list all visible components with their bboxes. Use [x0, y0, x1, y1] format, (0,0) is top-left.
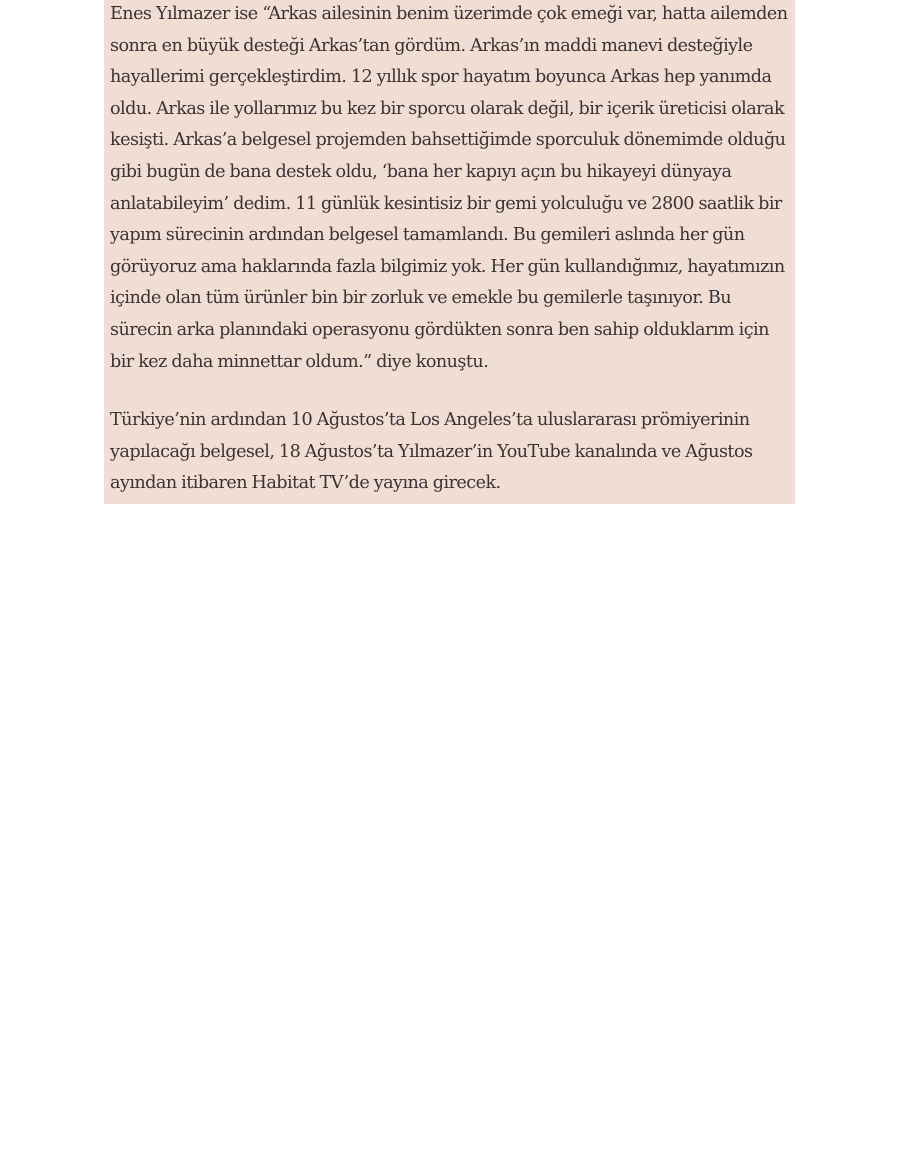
article-paragraph-quote: Enes Yılmazer ise “Arkas ailesinin benim üzerimde çok emeği var, hatta ailemden sonra en büyük desteği Arkas’tan gördüm. Arkas’ın maddi manevi desteğiyle hayallerimi gerçekleştirdim. 12 yıllık spor hayatım boyunca Arkas hep yanımda oldu. Arkas ile yollarımız bu kez bir sporcu olarak değil, bir içerik üreticisi olarak kesişti. Arkas’a belgesel projemden bahsettiğimde sporculuk dönemimde olduğu gibi bugün de bana destek oldu, ‘bana her kapıyı açın bu hikayeyi dünyaya anlatabileyim’ dedim. 11 günlük kesintisiz bir gemi yolculuğu ve 2800 saatlik bir yapım sürecinin ardından belgesel tamamlandı. Bu gemileri aslında her gün görüyoruz ama haklarında fazla bilgimiz yok. Her gün kullandığımız, hayatımızın içinde olan tüm ürünler bin bir zorluk ve emekle bu gemilerle taşınıyor. Bu sürecin arka planındaki operasyonu gördükten sonra ben sahip olduklarım için bir kez daha minnettar oldum.” diye konuştu. [110, 4, 788, 372]
article-quote-box [104, 0, 795, 504]
article-paragraph-release-info: Türkiye’nin ardından 10 Ağustos’ta Los Angeles’ta uluslararası prömiyerinin yapılacağı belgesel, 18 Ağustos’ta Yılmazer’in YouTube kanalında ve Ağustos ayından itibaren Habitat TV’de yayına girecek. [110, 410, 753, 494]
